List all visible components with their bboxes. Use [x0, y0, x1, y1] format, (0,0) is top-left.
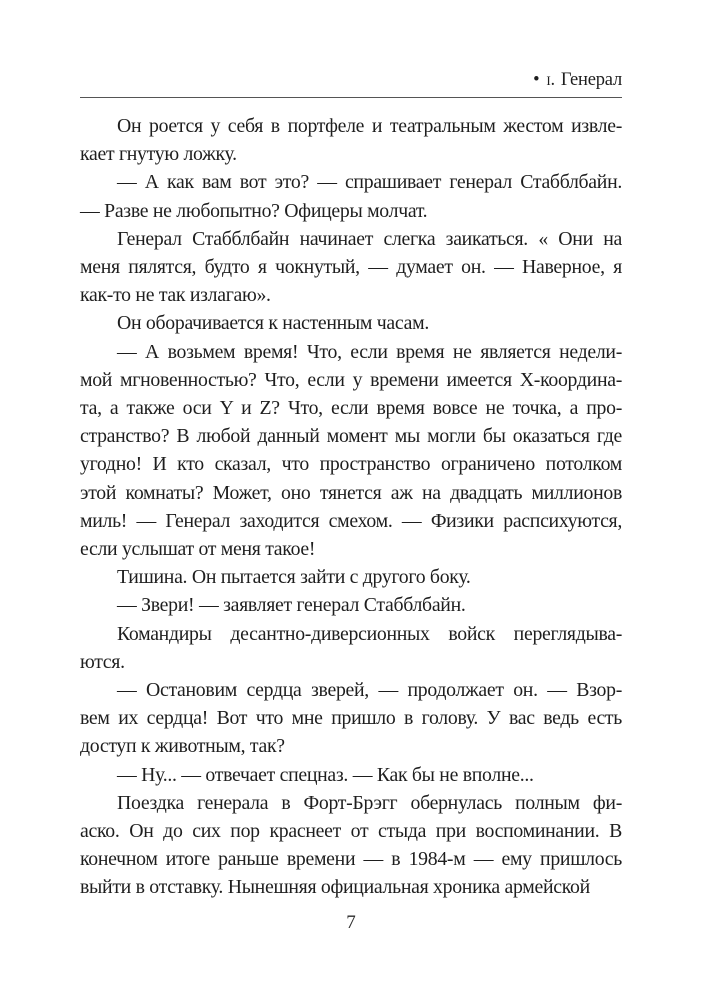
text-line: угодно! И кто сказал, что пространство ограничено потолком: [80, 453, 622, 476]
paragraph: [80, 338, 622, 564]
running-head-chapter-number: i.: [546, 70, 555, 90]
text-line: Генерал Стабблбайн начинает слегка заикаться. « Они на: [117, 227, 622, 250]
text-line: — А как вам вот это? — спрашивает генерал Стабблбайн.: [117, 171, 622, 194]
running-head-chapter-title: Генерал: [560, 70, 622, 90]
paragraph: [80, 112, 622, 168]
text-line: Тишина. Он пытается зайти с другого боку.: [117, 566, 471, 589]
paragraph: [80, 563, 622, 591]
text-line: Он роется у себя в портфеле и театральным жестом извле-: [117, 115, 622, 137]
paragraph: [80, 168, 622, 224]
text-line: та, а также оси Y и Z? Что, если время вовсе не точка, а про-: [80, 397, 622, 420]
text-line: если услышат от меня такое!: [80, 538, 316, 561]
text-line: — Разве не любопытно? Офицеры молчат.: [80, 199, 428, 222]
paragraph: [80, 620, 622, 676]
paragraph: [80, 789, 622, 902]
text-line: кает гнутую ложку.: [80, 143, 237, 166]
text-line: меня пялятся, будто я чокнутый, — думает он. — Наверное, я: [80, 256, 622, 279]
paragraph: [80, 676, 622, 761]
text-line: Поездка генерала в Форт-Брэгг обернулась полным фи-: [117, 791, 622, 814]
text-line: — А возьмем время! Что, если время не является недели-: [117, 340, 622, 363]
text-line: миль! — Генерал заходится смехом. — Физики распсихуются,: [80, 509, 622, 532]
text-line: как-то не так излагаю».: [80, 284, 271, 307]
text-line: доступ к животным, так?: [80, 735, 285, 758]
text-line: ются.: [80, 650, 125, 673]
text-line: Он оборачивается к настенным часам.: [117, 312, 429, 335]
running-head-bullet: •: [533, 70, 540, 90]
text-line: — Ну... — отвечает спецназ. — Как бы не вполне...: [117, 763, 534, 786]
paragraph: [80, 309, 622, 337]
page-number: 7: [346, 911, 356, 933]
text-line: выйти в отставку. Нынешняя официальная хроника армейской: [80, 876, 590, 899]
paragraph: [80, 591, 622, 619]
running-head: [80, 0, 622, 91]
header-rule: [80, 97, 622, 98]
text-line: мой мгновенностью? Что, если у времени имеется Х-координа-: [80, 368, 622, 391]
text-line: аско. Он до сих пор краснеет от стыда при воспоминании. В: [80, 820, 622, 843]
text-line: этой комнаты? Может, оно тянется аж на двадцать миллионов: [80, 481, 622, 504]
page-body: [80, 112, 622, 902]
paragraph: [80, 761, 622, 789]
text-line: конечном итоге раньше времени — в 1984-м — ему пришлось: [80, 848, 622, 871]
text-line: Командиры десантно-диверсионных войск переглядыва-: [117, 622, 622, 645]
text-line: странство? В любой данный момент мы могли бы оказаться где: [80, 425, 622, 448]
text-line: — Остановим сердца зверей, — продолжает он. — Взор-: [117, 679, 622, 702]
text-line: — Звери! — заявляет генерал Стабблбайн.: [117, 594, 466, 617]
text-line: вем их сердца! Вот что мне пришло в голову. У вас ведь есть: [80, 707, 622, 730]
paragraph: [80, 225, 622, 310]
